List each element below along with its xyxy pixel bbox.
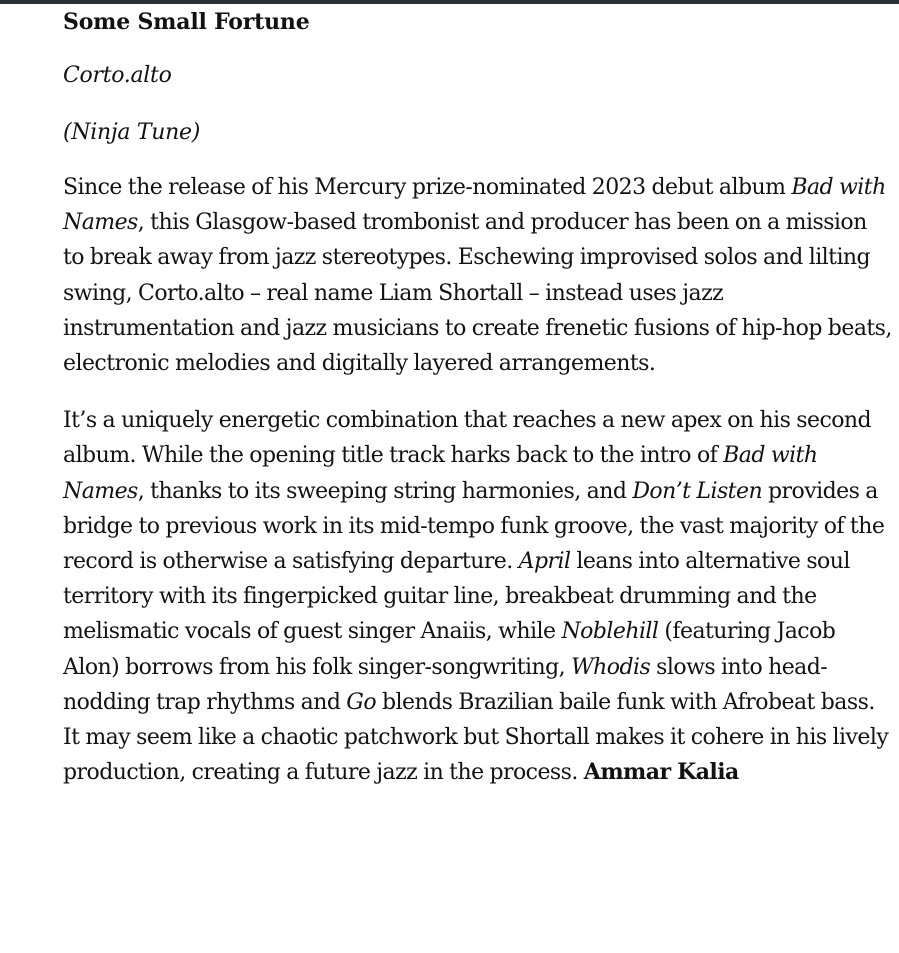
paragraph-text: blends Brazilian baile funk with Afrobeat bass. It may seem like a chaotic patchwork but Shortall makes it cohere in his lively production, creating a future jazz in the process. (63, 689, 889, 786)
track-reference: April (518, 549, 571, 575)
album-reference: Bad with Names (63, 443, 818, 504)
paragraph-text: provides a bridge to previous work in its mid-tempo funk groove, the vast majority of the record is otherwise a satisfying departure. (63, 478, 885, 575)
paragraph-text: (featuring Jacob Alon) borrows from his folk singer-songwriting, (63, 619, 836, 680)
album-title: Some Small Fortune (63, 9, 310, 35)
artist-name: Corto.alto (63, 63, 172, 88)
paragraph-text: , this Glasgow-based trombonist and producer has been on a mission to break away from jazz stereotypes. Eschewing improvised solos and lilting swing, Corto.alto – real name Liam Shortall – instead uses jazz instrumentation and jazz musicians to create frenetic fusions of hip-hop beats, electronic melodies and digitally layered arrangements. (63, 210, 892, 377)
album-reference: Bad with Names (63, 175, 886, 236)
paragraph-text: Since the release of his Mercury prize-nominated 2023 debut album (63, 175, 792, 200)
album-review (63, 4, 893, 790)
paragraph-text: , thanks to its sweeping string harmonies, and (137, 478, 633, 504)
track-reference: Go (346, 689, 377, 715)
track-reference: Whodis (571, 654, 651, 680)
author-byline: Ammar Kalia (583, 759, 739, 786)
track-reference: Don’t Listen (632, 478, 763, 504)
track-reference: Noblehill (561, 619, 659, 645)
review-paragraph-1 (63, 170, 893, 381)
review-paragraph-2 (63, 403, 893, 790)
paragraph-text: leans into alternative soul territory with its fingerpicked guitar line, breakbeat drumming and the melismatic vocals of guest singer Anaiis, while (63, 549, 850, 645)
paragraph-text: It’s a uniquely energetic combination that reaches a new apex on his second album. While the opening title track harks back to the intro of (63, 408, 872, 469)
record-label: (Ninja Tune) (63, 120, 200, 145)
paragraph-text: slows into head-nodding trap rhythms and (63, 654, 828, 715)
